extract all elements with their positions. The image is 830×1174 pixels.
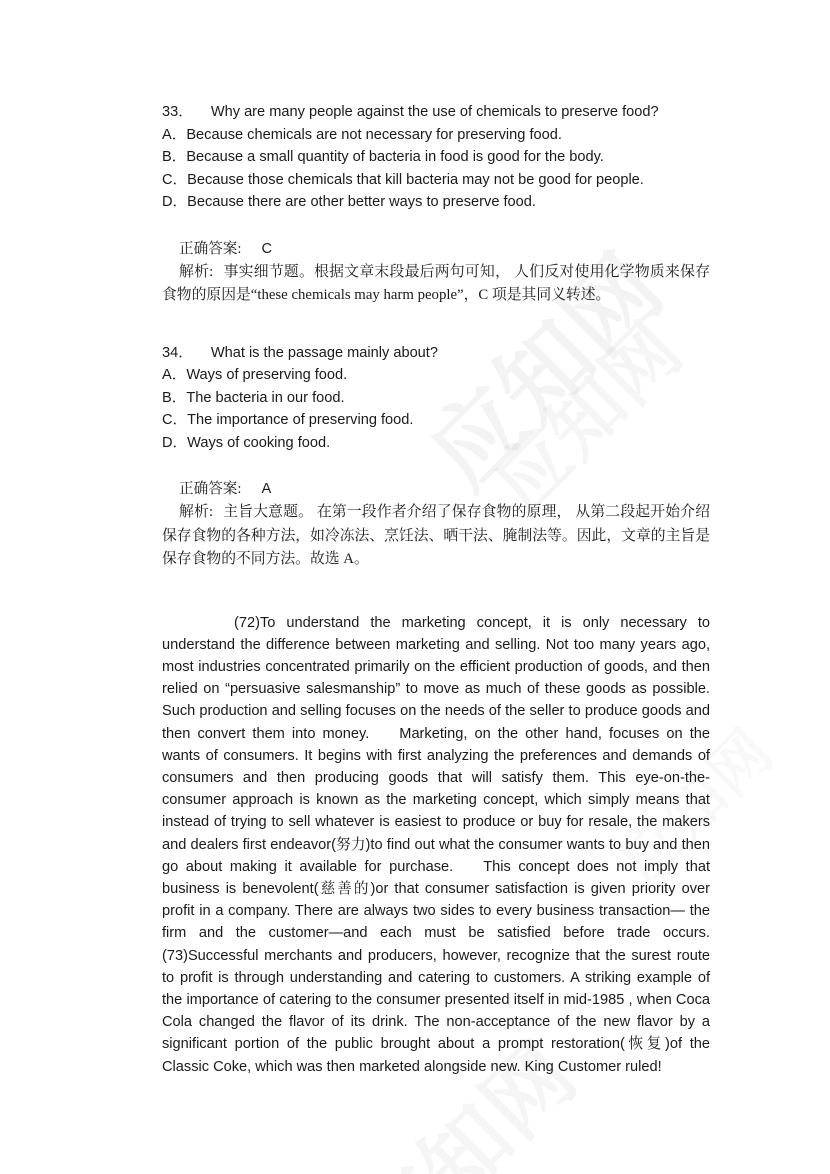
correct-answer-value: C (261, 240, 272, 257)
question-text: What is the passage mainly about? (210, 344, 438, 361)
question-block-33 (162, 101, 710, 214)
question-stem (162, 101, 710, 124)
document-content (162, 0, 710, 1078)
analysis-text: 主旨大意题。 在第一段作者介绍了保存食物的原理， 从第二段起开始介绍保存食物的各种方法，如冷冻法、烹饪法、晒干法、腌制法等。因此，文章的主旨是保存食物的不同方法。故选 A。 (162, 504, 710, 567)
answer-block-34 (162, 478, 710, 572)
passage-segment-1: (72)To understand the marketing concept, it is only necessary to understand the difference between marketing and selling. Not too many years ago, most industries concentrated primarily on the efficient production of goods, and then relied on “persuasive salesmanship” to move as much of these goods as possible. Such production and selling focuses on the needs of the seller to produce goods and then convert them into money. (162, 614, 710, 742)
analysis-paragraph (162, 501, 710, 572)
question-block-34 (162, 342, 710, 455)
passage-segment-2: Marketing, on the other hand, focuses on the wants of consumers. It begins with first analyzing the preferences and demands of consumers and then producing goods that will satisfy them. This eye-on-the-consumer approach is known as the marketing concept, which simply means that instead of trying to sell whatever is easiest to produce or buy for resale, the makers and dealers first endeavor(努力)to find out what the consumer wants to buy and then go about making it available for purchase. (162, 725, 710, 875)
option-d[interactable]: D．Ways of cooking food. (162, 434, 331, 451)
question-number: 33． (162, 104, 193, 120)
option-b[interactable]: B．The bacteria in our food. (162, 389, 345, 406)
option-d[interactable]: D．Because there are other better ways to preserve food. (162, 194, 536, 210)
passage-paragraph (162, 612, 710, 1078)
option-b[interactable]: B．Because a small quantity of bacteria in food is good for the body. (162, 149, 604, 165)
option-a[interactable]: A．Because chemicals are not necessary for preserving food. (162, 126, 562, 143)
question-stem (162, 342, 710, 365)
correct-answer-line (162, 238, 710, 261)
passage-segment-3: This concept does not imply that business is benevolent(慈善的)or that consumer satisfaction is given priority over profit in a company. There are always two sides to every business transaction— the firm and the customer—and each must be satisfied before trade occurs.(73)Successful merchants and producers, however, recognize that the surest route to profit is through understanding and catering to customers. A striking example of the importance of catering to the consumer presented itself in mid-1985 , when Coca Cola changed the flavor of its drink. The non-acceptance of the new flavor by a significant portion of the public brought about a prompt restoration(恢复)of the Classic Coke, which was then marketed alongside new. King Customer ruled! (162, 858, 710, 1075)
analysis-text: 事实细节题。根据文章末段最后两句可知， 人们反对使用化学物质来保存食物的原因是“these chemicals may harm people”，C 项是其同义转述。 (162, 263, 710, 303)
option-a[interactable]: A．Ways of preserving food. (162, 367, 348, 383)
analysis-paragraph (162, 261, 710, 308)
correct-answer-label: 正确答案: (179, 240, 242, 257)
option-c[interactable]: C．Because those chemicals that kill bacteria may not be good for people. (162, 171, 644, 188)
question-text: Why are many people against the use of chemicals to preserve food? (210, 104, 659, 120)
option-c[interactable]: C．The importance of preserving food. (162, 412, 414, 428)
reading-passage (162, 612, 710, 1078)
question-number: 34． (162, 344, 193, 361)
answer-block-33 (162, 238, 710, 308)
analysis-label: 解析: (179, 263, 214, 280)
analysis-label: 解析: (179, 504, 214, 520)
correct-answer-line (162, 478, 710, 501)
correct-answer-label: 正确答案: (179, 481, 242, 497)
correct-answer-value: A (261, 481, 272, 497)
